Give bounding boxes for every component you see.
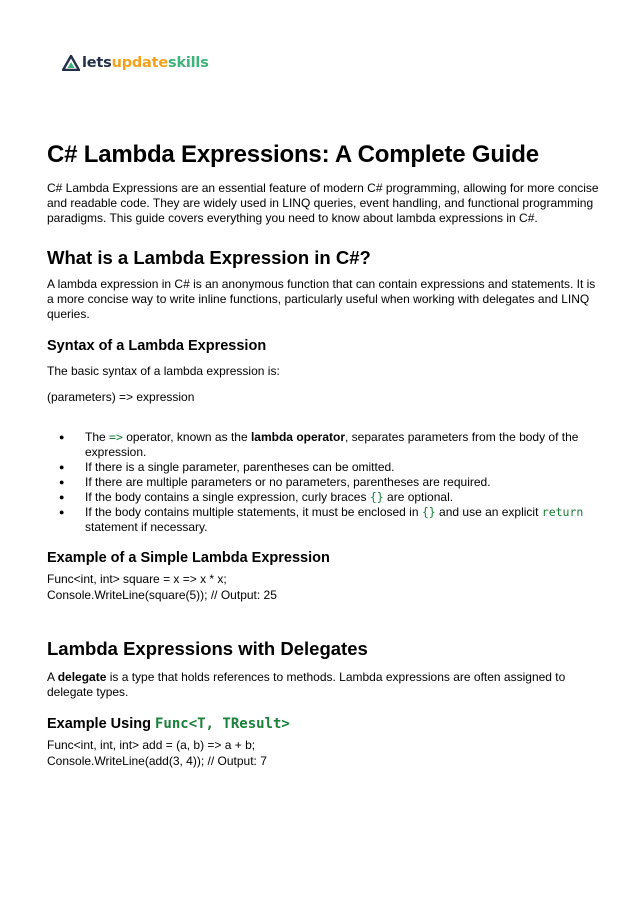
subheading-syntax: Syntax of a Lambda Expression xyxy=(47,338,267,354)
subheading-example-func: Example Using Func<T, TResult> xyxy=(47,716,290,732)
syntax-rules-list xyxy=(47,430,602,535)
code-line: Func<int, int, int> add = (a, b) => a + b; xyxy=(47,738,256,752)
section-what-is-body: A lambda expression in C# is an anonymous function that can contain expressions and statements. It is a more concise way to write inline functions, particularly useful when working with delegates and LINQ queries. xyxy=(47,277,596,321)
list-item: ● If the body contains multiple statements, it must be enclosed in {} and use an explicit return statement if necessary. xyxy=(47,505,602,535)
list-item: ● If there is a single parameter, parentheses can be omitted. xyxy=(47,460,602,475)
section-heading-what-is: What is a Lambda Expression in C#? xyxy=(47,247,371,268)
code-line: Console.WriteLine(square(5)); // Output: 25 xyxy=(47,588,277,602)
code-line: Console.WriteLine(add(3, 4)); // Output: 7 xyxy=(47,754,267,768)
subheading-example-simple: Example of a Simple Lambda Expression xyxy=(47,550,330,566)
article-content xyxy=(47,140,602,769)
brand-logo[interactable] xyxy=(62,52,209,74)
page-title: C# Lambda Expressions: A Complete Guide xyxy=(47,141,539,168)
logo-triangle-icon xyxy=(62,55,80,71)
list-item: ● If the body contains a single expression, curly braces {} are optional. xyxy=(47,490,602,505)
syntax-intro: The basic syntax of a lambda expression is: xyxy=(47,364,280,378)
list-item: ● The => operator, known as the lambda operator, separates parameters from the body of the expression. xyxy=(47,430,602,460)
section-delegates-body: A delegate is a type that holds references to methods. Lambda expressions are often assigned to delegate types. xyxy=(47,670,566,699)
intro-paragraph: C# Lambda Expressions are an essential feature of modern C# programming, allowing for more concise and readable code. They are widely used in LINQ queries, event handling, and functional programming paradigms. This guide covers everything you need to know about lambda expressions in C#. xyxy=(47,181,599,225)
logo-wordmark: letsupdateskills xyxy=(82,54,209,71)
section-heading-delegates: Lambda Expressions with Delegates xyxy=(47,638,368,659)
syntax-code: (parameters) => expression xyxy=(47,390,195,404)
list-item: ● If there are multiple parameters or no parameters, parentheses are required. xyxy=(47,475,602,490)
code-line: Func<int, int> square = x => x * x; xyxy=(47,572,227,586)
